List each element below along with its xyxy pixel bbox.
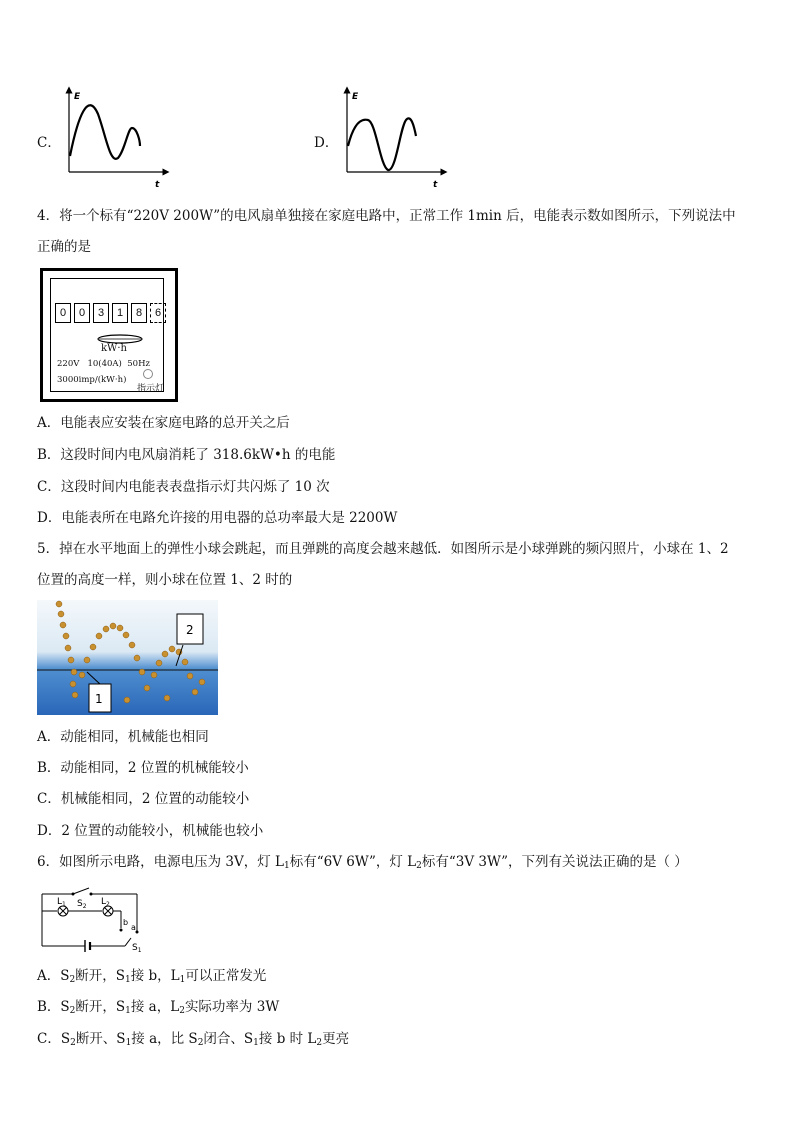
meter-spec-line2: 3000imp/(kW·h) bbox=[57, 375, 127, 385]
bouncing-ball-photo bbox=[37, 600, 218, 715]
indicator-light-icon bbox=[143, 369, 153, 379]
q5-stem-line2: 位置的高度一样，则小球在位置 1、2 时的 bbox=[37, 572, 293, 588]
meter-digit: 1 bbox=[112, 303, 128, 323]
q5-option-a[interactable]: A．动能相同，机械能也相同 bbox=[37, 729, 209, 745]
q5-option-b[interactable]: B．动能相同，2 位置的机械能较小 bbox=[37, 760, 249, 776]
q4-option-b[interactable]: B．这段时间内电风扇消耗了 318.6kW•h 的电能 bbox=[37, 447, 336, 463]
q4-option-a[interactable]: A．电能表应安装在家庭电路的总开关之后 bbox=[37, 415, 290, 431]
q6-option-b[interactable]: B．$S_2$断开，$S_1$接 a，$L_2$实际功率为 3W bbox=[37, 999, 280, 1016]
option-d-label[interactable]: D． bbox=[314, 135, 339, 151]
graph-option-c bbox=[60, 86, 172, 192]
electric-meter bbox=[40, 268, 178, 402]
q6-stem: 6．如图所示电路，电源电压为 3V，灯 $L_1$标有“6V 6W”，灯 $L_2$标有“3V 3W”，下列有关说法正确的是（ ） bbox=[37, 854, 688, 871]
meter-digit-decimal: 6 bbox=[150, 303, 166, 323]
meter-digit: 8 bbox=[131, 303, 147, 323]
q4-option-d[interactable]: D．电能表所在电路允许接的用电器的总功率最大是 2200W bbox=[37, 510, 398, 526]
q6-option-c[interactable]: C．$S_2$断开、$S_1$接 a，比 $S_2$闭合、$S_1$接 b 时 $L_2$更亮 bbox=[37, 1031, 350, 1048]
q5-option-c[interactable]: C．机械能相同，2 位置的动能较小 bbox=[37, 791, 250, 807]
meter-digit: 0 bbox=[74, 303, 90, 323]
label-a: a bbox=[131, 923, 136, 932]
label-position-2: 2 bbox=[186, 623, 194, 637]
label-S2: $S_2$ bbox=[77, 899, 87, 910]
axis-y-label: E bbox=[74, 92, 81, 102]
circuit-diagram bbox=[37, 884, 147, 956]
q4-stem-line1: 4．将一个标有“220V 200W”的电风扇单独接在家庭电路中，正常工作 1min 后，电能表示数如图所示，下列说法中 bbox=[37, 208, 736, 224]
q5-stem-line1: 5．掉在水平地面上的弹性小球会跳起，而且弹跳的高度会越来越低．如图所示是小球弹跳的频闪照片，小球在 1、2 bbox=[37, 541, 729, 557]
q5-option-d[interactable]: D．2 位置的动能较小，机械能也较小 bbox=[37, 823, 264, 839]
q4-option-c[interactable]: C．这段时间内电能表表盘指示灯共闪烁了 10 次 bbox=[37, 479, 330, 495]
label-position-1: 1 bbox=[95, 692, 103, 706]
label-S1: $S_1$ bbox=[132, 943, 142, 954]
meter-spec-line1: 220V 10(40A) 50Hz bbox=[57, 359, 150, 369]
meter-digits bbox=[55, 303, 166, 323]
axis-x-label: t bbox=[433, 180, 438, 190]
curve-d bbox=[348, 118, 416, 170]
q4-stem-line2: 正确的是 bbox=[37, 239, 91, 255]
axis-y-label: E bbox=[352, 92, 359, 102]
label-b: b bbox=[123, 918, 129, 927]
label-L2: $L_2$ bbox=[101, 897, 110, 908]
indicator-label: 指示灯 bbox=[137, 384, 165, 394]
axis-x-label: t bbox=[155, 180, 160, 190]
label-L1: $L_1$ bbox=[57, 897, 66, 908]
curve-c bbox=[70, 105, 140, 159]
option-c-label[interactable]: C． bbox=[37, 135, 61, 151]
meter-digit: 0 bbox=[55, 303, 71, 323]
q6-option-a[interactable]: A．$S_2$断开，$S_1$接 b，$L_1$可以正常发光 bbox=[37, 968, 267, 985]
meter-unit: kW·h bbox=[101, 343, 127, 354]
meter-digit: 3 bbox=[93, 303, 109, 323]
graph-option-d bbox=[338, 86, 450, 192]
